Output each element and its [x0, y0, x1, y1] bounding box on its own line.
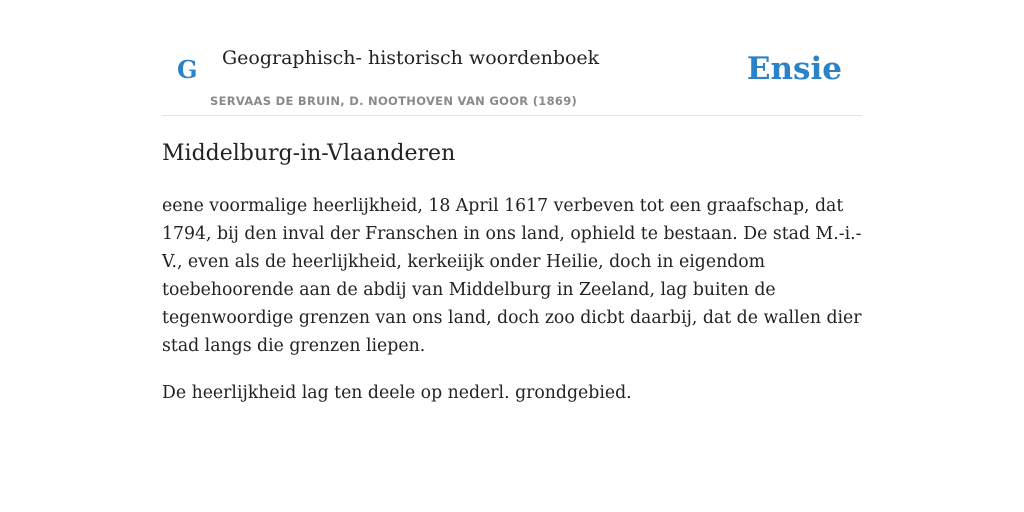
entry-body: [162, 192, 862, 426]
entry-paragraph: De heerlijkheid lag ten deele op nederl. grondgebied.: [162, 383, 632, 403]
ensie-logo-link[interactable]: Ensie: [746, 51, 842, 87]
dictionary-title[interactable]: Geographisch- historisch woordenboek: [222, 47, 600, 69]
entry-title: Middelburg-in-Vlaanderen: [162, 141, 456, 166]
dictionary-logo-letter[interactable]: G: [177, 55, 198, 84]
dictionary-authors: SERVAAS DE BRUIN, D. NOOTHOVEN VAN GOOR (1869): [210, 94, 578, 108]
dictionary-header: [162, 36, 862, 116]
entry-paragraph: eene voormalige heerlijkheid, 18 April 1617 verbeven tot een graafschap, dat 1794, bij den inval der Franschen in ons land, ophield te bestaan. De stad M.-i.-V., even als de heerlijkheid, kerkeiijk onder Heilie, doch in eigendom toebehoorende aan de abdij van Middelburg in Zeeland, lag buiten de tegenwoordige grenzen van ons land, doch zoo dicbt daarbij, dat de wallen dier stad langs die grenzen liepen.: [162, 196, 862, 356]
